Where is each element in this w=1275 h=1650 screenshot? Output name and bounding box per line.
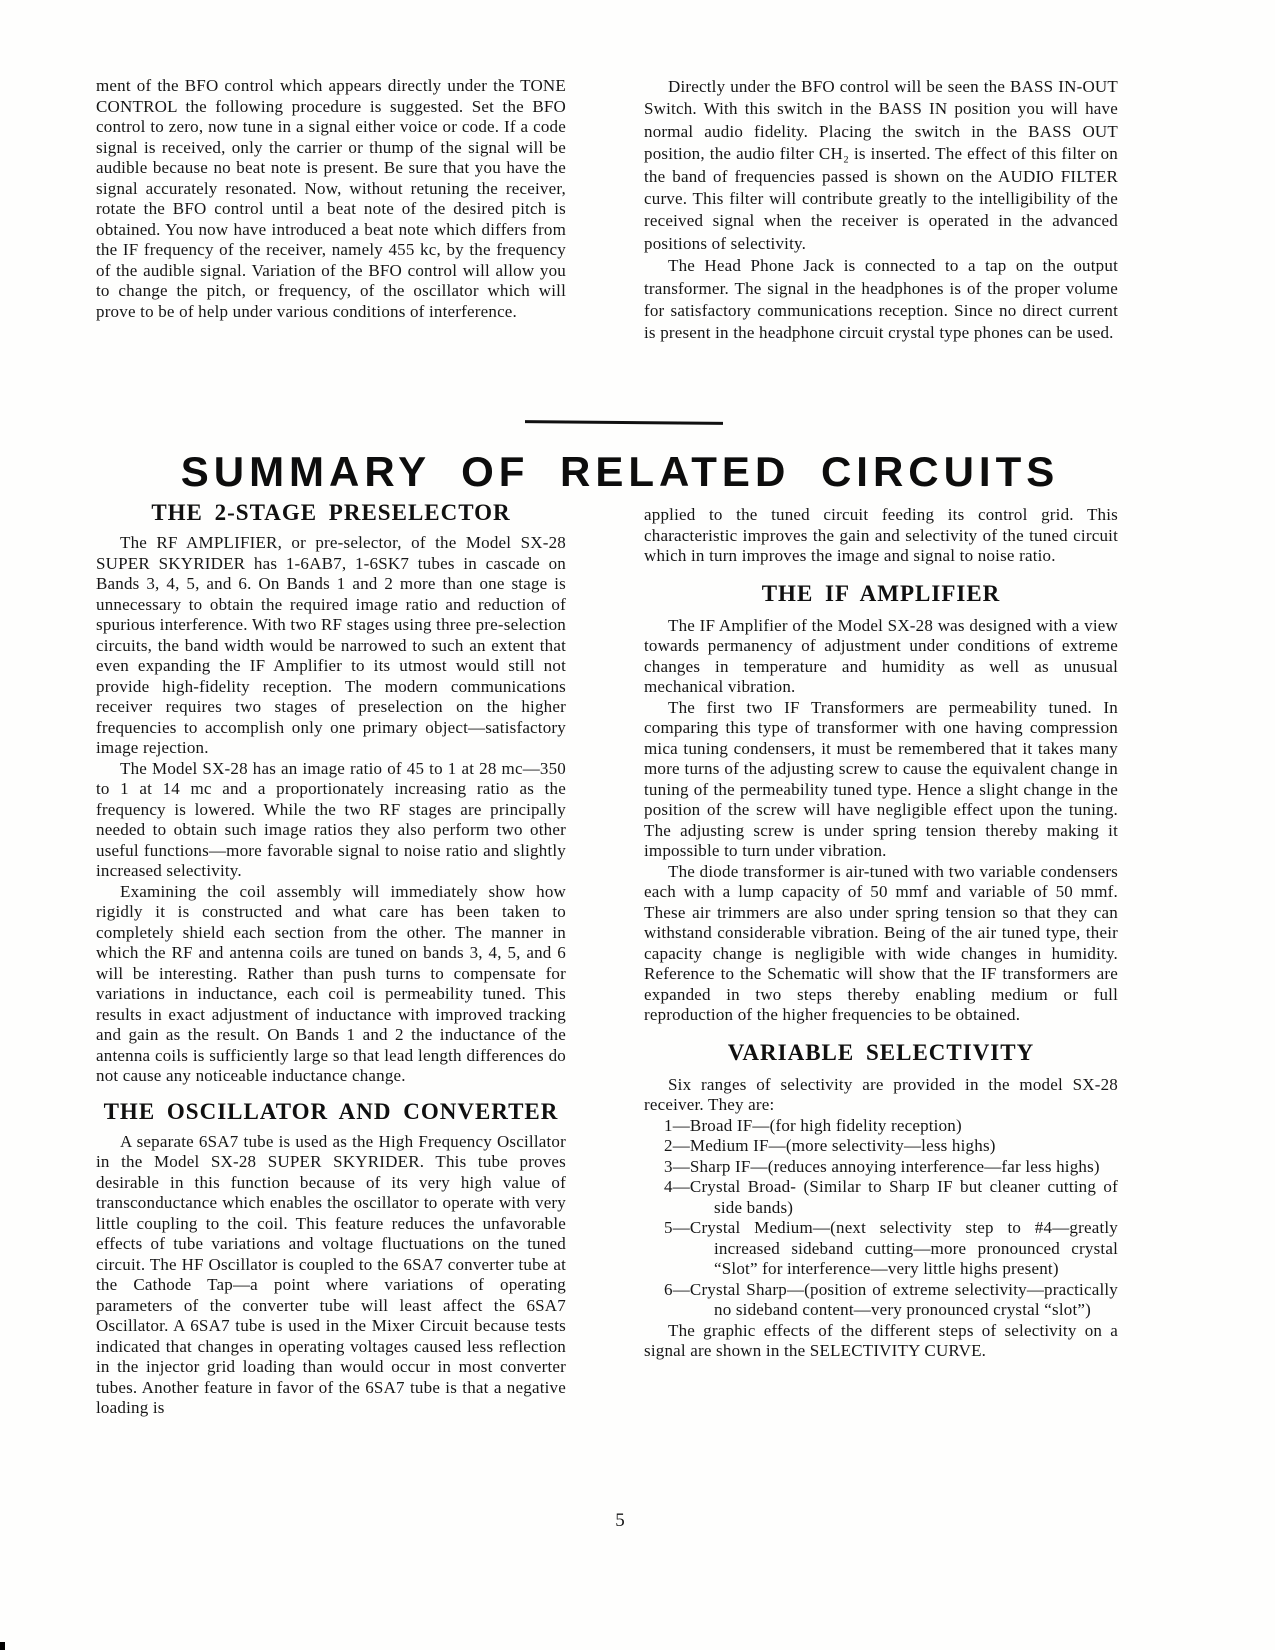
selectivity-item-1: 1—Broad IF—(for high fidelity reception) xyxy=(664,1115,962,1135)
paragraph-rf-amplifier: The RF AMPLIFIER, or pre-selector, of the Model SX-28 SUPER SKYRIDER has 1-6AB7, 1-6SK7 tubes in cascade on Bands 3, 4, 5, and 6. On Bands 1 and 2 more than one stage is unnecessary to obtain the required image ratio and reduction of spurious interference. With two RF stages using three pre-selection circuits, the band width would be narrowed to such an extent that even expanding the IF Amplifier to its utmost would still not provide high-fidelity reception. The modern communications receiver requires two stages of preselection on the higher frequencies to accomplish only one primary object—satisfactory image rejection. xyxy=(96,533,566,757)
paragraph-continuation: applied to the tuned circuit feeding its control grid. This characteristic improves the gain and selectivity of the tuned circuit which in turn improves the image and signal to noise ratio. xyxy=(644,505,1118,565)
heading-preselector: THE 2-STAGE PRESELECTOR xyxy=(151,500,511,525)
paragraph-if-transformers: The first two IF Transformers are permeability tuned. In comparing this type of transformer with one having compression mica tuning condensers, it must be remembered that it takes many more turns of the adjusting screw to cause the equivalent change in tuning of the permeability tuned type. Hence a slight change in the position of the screw will have negligible effect upon the tuning. The adjusting screw is under spring tension thereby making it impossible to turn under vibration. xyxy=(644,697,1118,860)
paragraph-selectivity-intro: Six ranges of selectivity are provided in the model SX-28 receiver. They are: xyxy=(644,1074,1118,1114)
selectivity-item-3: 3—Sharp IF—(reduces annoying interference—far less highs) xyxy=(664,1156,1100,1176)
paragraph-headphone-jack: The Head Phone Jack is connected to a tap on the output transformer. The signal in the headphones is of the proper volume for satisfactory communications reception. Since no direct current is present in the headphone circuit crystal type phones can be used. xyxy=(644,256,1118,343)
selectivity-item-6: 6—Crystal Sharp—(position of extreme selectivity—practically no sideband content—very pronounced crystal “slot”) xyxy=(664,1279,1118,1319)
paragraph-if-design: The IF Amplifier of the Model SX-28 was designed with a view towards permanency of adjustment under conditions of extreme changes in temperature and humidity as well as unusual mechanical vibration. xyxy=(644,615,1118,696)
paragraph-coil-assembly: Examining the coil assembly will immediately show how rigidly it is constructed and what care has been taken to completely shield each section from the other. The manner in which the RF and antenna coils are tuned on bands 3, 4, 5, and 6 will be interesting. Rather than push turns to compensate for variations in inductance, each coil is permeability tuned. This results in exact adjustment of inductance with improved tracking and gain as the result. On Bands 1 and 2 the inductance of the antenna coils is sufficiently large so that lead length differences do not cause any noticeable inductance change. xyxy=(96,881,566,1085)
paragraph-image-ratio: The Model SX-28 has an image ratio of 45 to 1 at 28 mc—350 to 1 at 14 mc and a proportionately increasing ratio as the frequency is lowered. While the two RF stages are principally needed to obtain such image ratios they also perform two other useful functions—more favorable signal to noise ratio and slightly increased selectivity. xyxy=(96,758,566,880)
top-left-column xyxy=(96,76,566,322)
lower-right-column xyxy=(644,505,1118,1362)
selectivity-item-5: 5—Crystal Medium—(next selectivity step to #4—greatly increased sideband cutting—more pronounced crystal “Slot” for interference—very little highs present) xyxy=(664,1218,1118,1278)
heading-oscillator-converter: THE OSCILLATOR AND CONVERTER xyxy=(103,1098,559,1124)
scan-artifact-mark xyxy=(0,1642,5,1650)
page-title: SUMMARY OF RELATED CIRCUITS xyxy=(180,448,1060,495)
paragraph-selectivity-closing: The graphic effects of the different steps of selectivity on a signal are shown in the SELECTIVITY CURVE. xyxy=(644,1320,1118,1360)
paragraph-diode-transformer: The diode transformer is air-tuned with two variable condensers each with a lump capacity of 50 mmf and variable of 50 mmf. These air trimmers are also under spring tension so that they can withstand considerable vibration. Being of the air tuned type, their capacity change is negligible with wide changes in humidity. Reference to the Schematic will show that the IF transformers are expanded in two steps thereby enabling medium or full reproduction of the higher frequencies to be obtained. xyxy=(644,861,1118,1024)
lower-left-column xyxy=(96,500,566,1419)
heading-variable-selectivity: VARIABLE SELECTIVITY xyxy=(727,1039,1035,1065)
page-number: 5 xyxy=(615,1510,625,1531)
heading-if-amplifier: THE IF AMPLIFIER xyxy=(761,580,1001,606)
paragraph-6sa7-oscillator: A separate 6SA7 tube is used as the High Frequency Oscillator in the Model SX-28 SUPER SKYRIDER. This tube proves desirable in this function because of its very high value of transconductance which enables the oscillator to operate with very little coupling to the coil. This feature reduces the unfavorable effects of tube variations and voltage fluctuations on the tuned circuit. The HF Oscillator is coupled to the 6SA7 converter tube at the Cathode Tap—a point where variations of operating parameters of the converter tube will least affect the 6SA7 Oscillator. A 6SA7 tube is used in the Mixer Circuit because tests indicated that changes in operating voltages caused less reflection in the injector grid loading than would occur in most converter tubes. Another feature in favor of the 6SA7 tube is that a negative loading is xyxy=(96,1131,566,1417)
top-right-column xyxy=(644,76,1118,345)
selectivity-item-4: 4—Crystal Broad- (Similar to Sharp IF but cleaner cutting of side bands) xyxy=(664,1177,1118,1217)
paragraph-bass-switch: Directly under the BFO control will be seen the BASS IN-OUT Switch. With this switch in the BASS IN position you will have normal audio fidelity. Placing the switch in the BASS OUT position, the audio filter CH₂ is inserted. The effect of this filter on the band of frequencies passed is shown on the AUDIO FILTER curve. This filter will contribute greatly to the intelligibility of the received signal when the receiver is operated in the advanced positions of selectivity. xyxy=(644,77,1118,253)
paragraph-bfo-procedure: ment of the BFO control which appears directly under the TONE CONTROL the following procedure is suggested. Set the BFO control to zero, now tune in a signal either voice or code. If a code signal is received, only the carrier or thump of the signal will be audible because no beat note is present. Be sure that you have the signal accurately resonated. Now, without retuning the receiver, rotate the BFO control until a beat note of the desired pitch is obtained. You now have introduced a beat note which differs from the IF frequency of the receiver, namely 455 kc, by the frequency of the audible signal. Variation of the BFO control will allow you to change the pitch, or frequency, of the oscillator which will prove to be of help under various conditions of interference. xyxy=(96,76,566,321)
selectivity-item-2: 2—Medium IF—(more selectivity—less highs) xyxy=(664,1136,996,1155)
section-divider-rule xyxy=(525,420,723,425)
